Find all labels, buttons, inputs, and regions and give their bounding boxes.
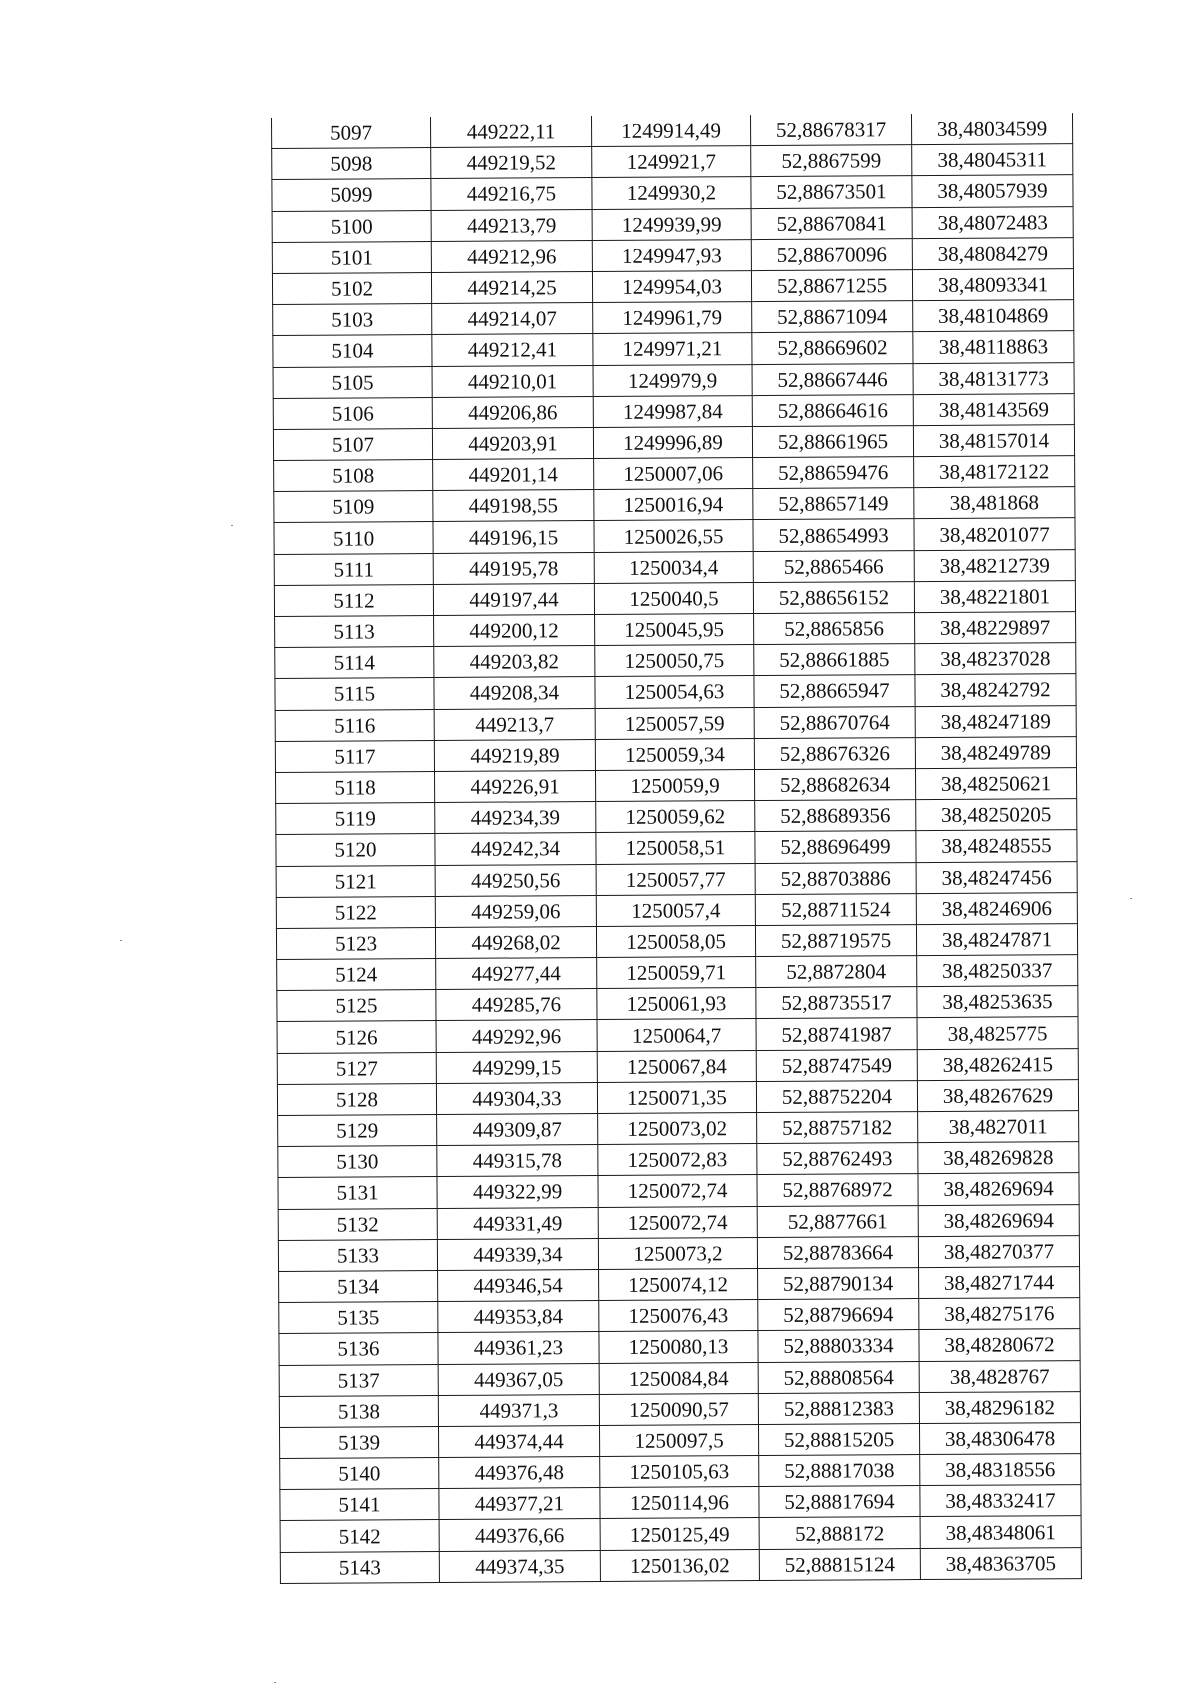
table-row: [277, 1017, 1078, 1053]
y-coordinate-cell: 1250034,4: [594, 551, 753, 583]
table-row: [275, 612, 1076, 648]
y-coordinate-cell: 1250059,9: [595, 769, 754, 801]
latitude-cell: 52,88815124: [759, 1548, 920, 1580]
table-row: [276, 861, 1077, 897]
point-number-cell: 5135: [279, 1302, 438, 1334]
longitude-cell: 38,48269694: [918, 1173, 1079, 1205]
longitude-cell: 38,48270377: [918, 1235, 1079, 1267]
x-coordinate-cell: 449346,54: [438, 1269, 599, 1301]
y-coordinate-cell: 1250050,75: [595, 645, 754, 677]
point-number-cell: 5116: [275, 709, 434, 741]
table-row: [280, 1547, 1081, 1583]
y-coordinate-cell: 1249921,7: [592, 146, 751, 178]
latitude-cell: 52,88711524: [755, 893, 916, 925]
x-coordinate-cell: 449213,79: [431, 209, 592, 241]
latitude-cell: 52,88689356: [755, 800, 916, 832]
longitude-cell: 38,48249789: [915, 736, 1076, 768]
table-row: [277, 955, 1078, 991]
point-number-cell: 5113: [275, 616, 434, 648]
longitude-cell: 38,48201077: [914, 518, 1075, 550]
point-number-cell: 5107: [273, 428, 432, 460]
longitude-cell: 38,48172122: [914, 456, 1075, 488]
x-coordinate-cell: 449322,99: [437, 1176, 598, 1208]
table-row: [275, 674, 1076, 710]
y-coordinate-cell: 1250073,02: [598, 1113, 757, 1145]
point-number-cell: 5100: [272, 210, 431, 242]
x-coordinate-cell: 449331,49: [437, 1207, 598, 1239]
longitude-cell: 38,48045311: [912, 144, 1073, 176]
longitude-cell: 38,48057939: [912, 175, 1073, 207]
y-coordinate-cell: 1250074,12: [599, 1268, 758, 1300]
x-coordinate-cell: 449234,39: [435, 802, 596, 834]
y-coordinate-cell: 1250045,95: [595, 614, 754, 646]
latitude-cell: 52,88670096: [751, 238, 912, 270]
point-number-cell: 5125: [277, 990, 436, 1022]
longitude-cell: 38,48267629: [917, 1079, 1078, 1111]
latitude-cell: 52,88667446: [752, 363, 913, 395]
point-number-cell: 5105: [273, 366, 432, 398]
table-row: [280, 1485, 1081, 1521]
table-row: [272, 144, 1073, 180]
latitude-cell: 52,8865466: [753, 550, 914, 582]
table-row: [277, 1079, 1078, 1115]
x-coordinate-cell: 449206,86: [432, 396, 593, 428]
y-coordinate-cell: 1250007,06: [594, 458, 753, 490]
x-coordinate-cell: 449376,66: [439, 1519, 600, 1551]
latitude-cell: 52,88671255: [751, 270, 912, 302]
latitude-cell: 52,88703886: [755, 862, 916, 894]
y-coordinate-cell: 1250057,4: [596, 894, 755, 926]
table-row: [278, 1204, 1079, 1240]
longitude-cell: 38,48306478: [919, 1422, 1080, 1454]
latitude-cell: 52,88752204: [756, 1080, 917, 1112]
y-coordinate-cell: 1250059,71: [597, 957, 756, 989]
longitude-cell: 38,48250205: [916, 799, 1077, 831]
table-row: [279, 1298, 1080, 1334]
latitude-cell: 52,88815205: [758, 1423, 919, 1455]
point-number-cell: 5114: [275, 647, 434, 679]
point-number-cell: 5109: [274, 491, 433, 523]
point-number-cell: 5123: [276, 927, 435, 959]
table-row: [278, 1142, 1079, 1178]
x-coordinate-cell: 449277,44: [436, 958, 597, 990]
y-coordinate-cell: 1249930,2: [592, 177, 751, 209]
longitude-cell: 38,4828767: [919, 1360, 1080, 1392]
longitude-cell: 38,48212739: [914, 549, 1075, 581]
table-row: [277, 1048, 1078, 1084]
table-row: [276, 799, 1077, 835]
latitude-cell: 52,88741987: [756, 1018, 917, 1050]
point-number-cell: 5121: [276, 865, 435, 897]
x-coordinate-cell: 449216,75: [431, 178, 592, 210]
table-row: [279, 1391, 1080, 1427]
table-row: [280, 1516, 1081, 1552]
table-row: [278, 1235, 1079, 1271]
table-row: [273, 424, 1074, 460]
latitude-cell: 52,88783664: [757, 1236, 918, 1268]
y-coordinate-cell: 1250057,77: [596, 863, 755, 895]
longitude-cell: 38,48275176: [919, 1298, 1080, 1330]
table-row: [280, 1454, 1081, 1490]
point-number-cell: 5139: [279, 1426, 438, 1458]
table-row: [273, 362, 1074, 398]
latitude-cell: 52,88661965: [752, 425, 913, 457]
point-number-cell: 5097: [272, 117, 431, 149]
latitude-cell: 52,88670764: [754, 706, 915, 738]
latitude-cell: 52,88678317: [750, 114, 911, 146]
latitude-cell: 52,88757182: [757, 1112, 918, 1144]
longitude-cell: 38,48280672: [919, 1329, 1080, 1361]
longitude-cell: 38,481868: [914, 487, 1075, 519]
latitude-cell: 52,88768972: [757, 1174, 918, 1206]
latitude-cell: 52,888172: [759, 1517, 920, 1549]
latitude-cell: 52,88696499: [755, 831, 916, 863]
longitude-cell: 38,48296182: [919, 1391, 1080, 1423]
point-number-cell: 5103: [273, 304, 432, 336]
x-coordinate-cell: 449315,78: [437, 1145, 598, 1177]
x-coordinate-cell: 449292,96: [436, 1020, 597, 1052]
table-row: [272, 206, 1073, 242]
y-coordinate-cell: 1250080,13: [599, 1331, 758, 1363]
longitude-cell: 38,48093341: [912, 269, 1073, 301]
y-coordinate-cell: 1250090,57: [599, 1393, 758, 1425]
longitude-cell: 38,48247189: [915, 705, 1076, 737]
table-row: [276, 830, 1077, 866]
latitude-cell: 52,88747549: [756, 1049, 917, 1081]
latitude-cell: 52,88817694: [759, 1486, 920, 1518]
y-coordinate-cell: 1250054,63: [595, 676, 754, 708]
x-coordinate-cell: 449339,34: [437, 1238, 598, 1270]
longitude-cell: 38,48247871: [916, 923, 1077, 955]
y-coordinate-cell: 1250073,2: [598, 1237, 757, 1269]
table-row: [272, 113, 1073, 149]
x-coordinate-cell: 449214,07: [432, 303, 593, 335]
point-number-cell: 5140: [280, 1458, 439, 1490]
point-number-cell: 5134: [279, 1270, 438, 1302]
scan-speck: [231, 525, 233, 526]
y-coordinate-cell: 1250114,96: [600, 1487, 759, 1519]
latitude-cell: 52,88673501: [751, 176, 912, 208]
y-coordinate-cell: 1250058,05: [596, 925, 755, 957]
longitude-cell: 38,48250337: [917, 955, 1078, 987]
x-coordinate-cell: 449250,56: [435, 864, 596, 896]
latitude-cell: 52,88735517: [756, 987, 917, 1019]
table-row: [272, 237, 1073, 273]
y-coordinate-cell: 1249914,49: [591, 115, 750, 147]
longitude-cell: 38,48248555: [916, 830, 1077, 862]
point-number-cell: 5104: [273, 335, 432, 367]
point-number-cell: 5108: [274, 460, 433, 492]
x-coordinate-cell: 449214,25: [431, 271, 592, 303]
latitude-cell: 52,88659476: [753, 457, 914, 489]
table-row: [274, 549, 1075, 585]
latitude-cell: 52,88796694: [758, 1299, 919, 1331]
point-number-cell: 5138: [279, 1395, 438, 1427]
x-coordinate-cell: 449299,15: [436, 1051, 597, 1083]
longitude-cell: 38,4827011: [918, 1111, 1079, 1143]
y-coordinate-cell: 1250058,51: [596, 832, 755, 864]
y-coordinate-cell: 1250064,7: [597, 1019, 756, 1051]
point-number-cell: 5117: [275, 740, 434, 772]
coordinates-table-body: [272, 113, 1082, 1583]
latitude-cell: 52,88661885: [754, 644, 915, 676]
y-coordinate-cell: 1249987,84: [593, 395, 752, 427]
x-coordinate-cell: 449195,78: [433, 552, 594, 584]
table-row: [275, 705, 1076, 741]
x-coordinate-cell: 449203,91: [432, 427, 593, 459]
x-coordinate-cell: 449222,11: [430, 116, 591, 148]
x-coordinate-cell: 449376,48: [439, 1457, 600, 1489]
point-number-cell: 5137: [279, 1364, 438, 1396]
y-coordinate-cell: 1249939,99: [592, 208, 751, 240]
x-coordinate-cell: 449219,89: [434, 739, 595, 771]
latitude-cell: 52,88664616: [752, 394, 913, 426]
point-number-cell: 5110: [274, 522, 433, 554]
point-number-cell: 5098: [272, 148, 431, 180]
table-row: [274, 456, 1075, 492]
table-row: [274, 580, 1075, 616]
y-coordinate-cell: 1249954,03: [592, 271, 751, 303]
table-row: [279, 1360, 1080, 1396]
x-coordinate-cell: 449208,34: [434, 677, 595, 709]
y-coordinate-cell: 1250059,62: [596, 801, 755, 833]
point-number-cell: 5102: [272, 272, 431, 304]
x-coordinate-cell: 449377,21: [439, 1488, 600, 1520]
y-coordinate-cell: 1250072,74: [598, 1206, 757, 1238]
y-coordinate-cell: 1250105,63: [600, 1456, 759, 1488]
y-coordinate-cell: 1250061,93: [597, 988, 756, 1020]
y-coordinate-cell: 1249979,9: [593, 364, 752, 396]
table-row: [272, 269, 1073, 305]
x-coordinate-cell: 449203,82: [434, 646, 595, 678]
longitude-cell: 38,48247456: [916, 861, 1077, 893]
longitude-cell: 38,48348061: [920, 1516, 1081, 1548]
point-number-cell: 5127: [277, 1052, 436, 1084]
longitude-cell: 38,48237028: [915, 643, 1076, 675]
y-coordinate-cell: 1250076,43: [599, 1300, 758, 1332]
point-number-cell: 5120: [276, 834, 435, 866]
longitude-cell: 38,48253635: [917, 986, 1078, 1018]
point-number-cell: 5115: [275, 678, 434, 710]
point-number-cell: 5131: [278, 1177, 437, 1209]
y-coordinate-cell: 1250026,55: [594, 520, 753, 552]
table-row: [273, 393, 1074, 429]
x-coordinate-cell: 449212,96: [431, 240, 592, 272]
scan-speck: [274, 1682, 276, 1683]
table-row: [273, 331, 1074, 367]
latitude-cell: 52,88676326: [754, 737, 915, 769]
table-row: [272, 175, 1073, 211]
longitude-cell: 38,4825775: [917, 1017, 1078, 1049]
coordinates-table: [271, 113, 1082, 1584]
point-number-cell: 5112: [274, 584, 433, 616]
y-coordinate-cell: 1250084,84: [599, 1362, 758, 1394]
x-coordinate-cell: 449226,91: [434, 770, 595, 802]
table-row: [279, 1329, 1080, 1365]
longitude-cell: 38,48229897: [915, 612, 1076, 644]
x-coordinate-cell: 449210,01: [432, 365, 593, 397]
x-coordinate-cell: 449353,84: [438, 1301, 599, 1333]
longitude-cell: 38,48157014: [913, 424, 1074, 456]
scan-speck: [120, 940, 122, 941]
y-coordinate-cell: 1250067,84: [597, 1050, 756, 1082]
longitude-cell: 38,48072483: [912, 206, 1073, 238]
longitude-cell: 38,48034599: [911, 113, 1072, 145]
x-coordinate-cell: 449268,02: [435, 926, 596, 958]
y-coordinate-cell: 1249947,93: [592, 239, 751, 271]
point-number-cell: 5142: [280, 1520, 439, 1552]
table-row: [275, 643, 1076, 679]
x-coordinate-cell: 449201,14: [433, 459, 594, 491]
latitude-cell: 52,88670841: [751, 207, 912, 239]
latitude-cell: 52,88654993: [753, 519, 914, 551]
x-coordinate-cell: 449219,52: [431, 147, 592, 179]
x-coordinate-cell: 449304,33: [436, 1082, 597, 1114]
y-coordinate-cell: 1250057,59: [595, 707, 754, 739]
y-coordinate-cell: 1250071,35: [597, 1081, 756, 1113]
latitude-cell: 52,8872804: [756, 956, 917, 988]
longitude-cell: 38,48269694: [918, 1204, 1079, 1236]
table-row: [278, 1173, 1079, 1209]
y-coordinate-cell: 1250040,5: [594, 582, 753, 614]
longitude-cell: 38,48271744: [919, 1267, 1080, 1299]
point-number-cell: 5129: [278, 1115, 437, 1147]
longitude-cell: 38,48363705: [920, 1547, 1081, 1579]
table-row: [276, 892, 1077, 928]
y-coordinate-cell: 1250059,34: [595, 738, 754, 770]
y-coordinate-cell: 1250136,02: [600, 1549, 759, 1581]
latitude-cell: 52,88657149: [753, 488, 914, 520]
longitude-cell: 38,48131773: [913, 362, 1074, 394]
y-coordinate-cell: 1250097,5: [599, 1424, 758, 1456]
point-number-cell: 5106: [273, 397, 432, 429]
latitude-cell: 52,88719575: [755, 924, 916, 956]
x-coordinate-cell: 449361,23: [438, 1332, 599, 1364]
point-number-cell: 5101: [272, 241, 431, 273]
latitude-cell: 52,88817038: [759, 1455, 920, 1487]
y-coordinate-cell: 1249971,21: [593, 333, 752, 365]
longitude-cell: 38,48084279: [912, 237, 1073, 269]
x-coordinate-cell: 449259,06: [435, 895, 596, 927]
y-coordinate-cell: 1249996,89: [593, 426, 752, 458]
latitude-cell: 52,88682634: [754, 769, 915, 801]
latitude-cell: 52,88665947: [754, 675, 915, 707]
longitude-cell: 38,48104869: [913, 300, 1074, 332]
table-row: [276, 923, 1077, 959]
longitude-cell: 38,48318556: [920, 1454, 1081, 1486]
table-row: [275, 768, 1076, 804]
point-number-cell: 5143: [280, 1551, 439, 1583]
point-number-cell: 5141: [280, 1489, 439, 1521]
x-coordinate-cell: 449196,15: [433, 521, 594, 553]
point-number-cell: 5119: [276, 803, 435, 835]
y-coordinate-cell: 1249961,79: [593, 302, 752, 334]
x-coordinate-cell: 449213,7: [434, 708, 595, 740]
x-coordinate-cell: 449242,34: [435, 833, 596, 865]
longitude-cell: 38,48250621: [915, 768, 1076, 800]
latitude-cell: 52,88656152: [753, 581, 914, 613]
point-number-cell: 5118: [275, 771, 434, 803]
point-number-cell: 5128: [277, 1083, 436, 1115]
table-row: [274, 518, 1075, 554]
x-coordinate-cell: 449197,44: [433, 583, 594, 615]
point-number-cell: 5099: [272, 179, 431, 211]
longitude-cell: 38,48332417: [920, 1485, 1081, 1517]
latitude-cell: 52,8867599: [751, 145, 912, 177]
latitude-cell: 52,8877661: [757, 1205, 918, 1237]
x-coordinate-cell: 449309,87: [437, 1114, 598, 1146]
table-row: [275, 736, 1076, 772]
latitude-cell: 52,88803334: [758, 1330, 919, 1362]
longitude-cell: 38,48246906: [916, 892, 1077, 924]
longitude-cell: 38,48118863: [913, 331, 1074, 363]
longitude-cell: 38,48269828: [918, 1142, 1079, 1174]
table-row: [273, 300, 1074, 336]
point-number-cell: 5136: [279, 1333, 438, 1365]
latitude-cell: 52,8865856: [754, 613, 915, 645]
latitude-cell: 52,88762493: [757, 1143, 918, 1175]
table-row: [274, 487, 1075, 523]
scan-speck: [1130, 898, 1132, 899]
point-number-cell: 5126: [277, 1021, 436, 1053]
latitude-cell: 52,88669602: [752, 332, 913, 364]
x-coordinate-cell: 449198,55: [433, 490, 594, 522]
table-row: [278, 1111, 1079, 1147]
latitude-cell: 52,88812383: [758, 1392, 919, 1424]
x-coordinate-cell: 449367,05: [438, 1363, 599, 1395]
longitude-cell: 38,48242792: [915, 674, 1076, 706]
table-row: [277, 986, 1078, 1022]
point-number-cell: 5130: [278, 1146, 437, 1178]
x-coordinate-cell: 449374,35: [439, 1550, 600, 1582]
latitude-cell: 52,88790134: [758, 1268, 919, 1300]
x-coordinate-cell: 449200,12: [434, 615, 595, 647]
longitude-cell: 38,48262415: [917, 1048, 1078, 1080]
point-number-cell: 5111: [274, 553, 433, 585]
y-coordinate-cell: 1250016,94: [594, 489, 753, 521]
longitude-cell: 38,48143569: [913, 393, 1074, 425]
point-number-cell: 5122: [276, 896, 435, 928]
point-number-cell: 5133: [278, 1239, 437, 1271]
point-number-cell: 5132: [278, 1208, 437, 1240]
x-coordinate-cell: 449212,41: [432, 334, 593, 366]
latitude-cell: 52,88808564: [758, 1361, 919, 1393]
table-row: [279, 1422, 1080, 1458]
x-coordinate-cell: 449371,3: [438, 1394, 599, 1426]
y-coordinate-cell: 1250125,49: [600, 1518, 759, 1550]
latitude-cell: 52,88671094: [752, 301, 913, 333]
y-coordinate-cell: 1250072,83: [598, 1144, 757, 1176]
x-coordinate-cell: 449374,44: [438, 1425, 599, 1457]
x-coordinate-cell: 449285,76: [436, 989, 597, 1021]
table-row: [279, 1267, 1080, 1303]
y-coordinate-cell: 1250072,74: [598, 1175, 757, 1207]
longitude-cell: 38,48221801: [914, 580, 1075, 612]
point-number-cell: 5124: [277, 959, 436, 991]
